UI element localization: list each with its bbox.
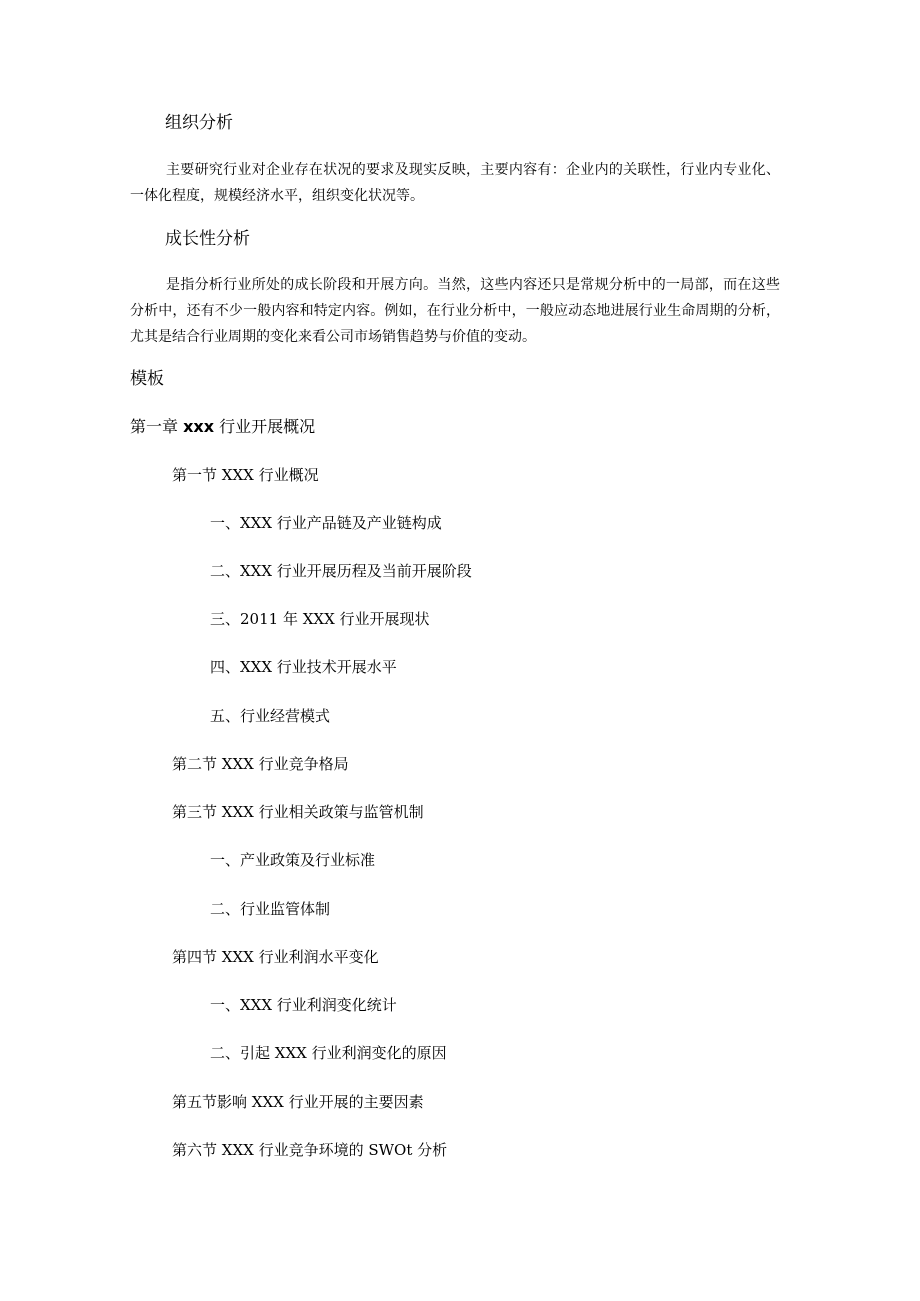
chapter-suffix: 行业开展概况 <box>219 417 316 436</box>
outline-item: 一、XXX 行业利润变化统计 <box>210 996 397 1014</box>
outline-item: 二、XXX 行业开展历程及当前开展阶段 <box>210 562 472 580</box>
section-body-growth: 是指分析行业所处的成长阶段和开展方向。当然，这些内容还只是常规分析中的一局部，而在这些分析中，还有不少一般内容和特定内容。例如，在行业分析中，一般应动态地进展行业生命周期的分析，尤其是结合行业周期的变化来看公司市场销售趋势与价值的变动。 <box>130 277 780 345</box>
outline-item: 二、行业监管体制 <box>210 900 331 918</box>
outline-section: 第二节 XXX 行业竞争格局 <box>172 755 349 773</box>
template-heading: 模板 <box>130 369 164 389</box>
outline-item: 一、XXX 行业产品链及产业链构成 <box>210 514 442 532</box>
outline-section: 第六节 XXX 行业竞争环境的 SWOt 分析 <box>172 1141 448 1159</box>
chapter-prefix: 第一章 <box>130 417 179 436</box>
outline-section: 第三节 XXX 行业相关政策与监管机制 <box>172 803 424 821</box>
outline-item: 五、行业经营模式 <box>210 707 331 725</box>
outline-section: 第四节 XXX 行业利润水平变化 <box>172 948 379 966</box>
outline-section: 第一节 XXX 行业概况 <box>172 466 319 484</box>
outline-item: 一、产业政策及行业标准 <box>210 851 376 869</box>
section-body-organization: 主要研究行业对企业存在状况的要求及现实反映，主要内容有：企业内的关联性，行业内专业化、一体化程度，规模经济水平，组织变化状况等。 <box>130 162 780 204</box>
outline-section: 第五节影响 XXX 行业开展的主要因素 <box>172 1093 424 1111</box>
outline-item: 三、2011 年 XXX 行业开展现状 <box>210 610 430 628</box>
section-heading-growth: 成长性分析 <box>165 229 250 249</box>
outline-item: 二、引起 XXX 行业利润变化的原因 <box>210 1044 447 1062</box>
section-heading-organization: 组织分析 <box>165 113 233 133</box>
outline-item: 四、XXX 行业技术开展水平 <box>210 658 397 676</box>
chapter-code: xxx <box>183 417 215 436</box>
chapter-title <box>130 419 315 435</box>
